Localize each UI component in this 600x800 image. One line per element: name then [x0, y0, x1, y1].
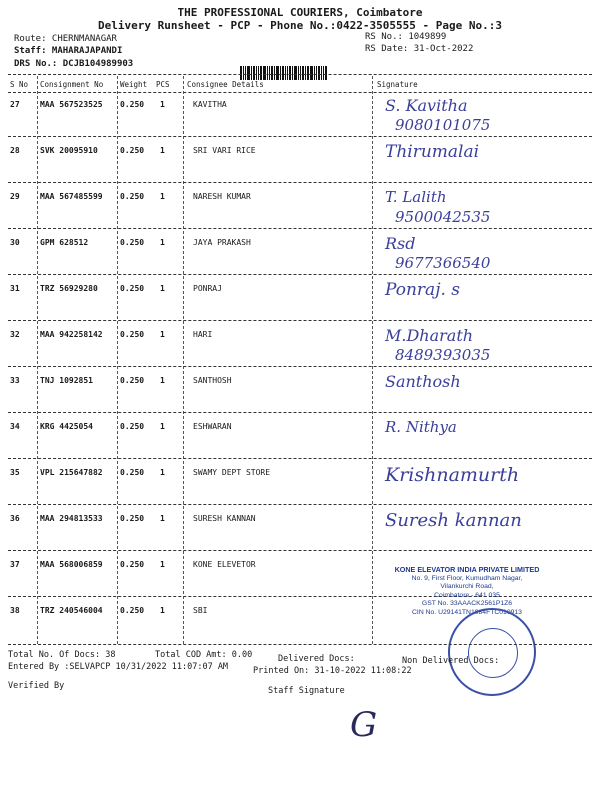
staff-label: Staff: MAHARAJAPANDI: [14, 46, 123, 56]
row-sno: 29: [10, 192, 20, 201]
row-consignment-no: MAA 568006859: [40, 560, 103, 569]
col-divider: [372, 76, 373, 644]
row-signature: Ponraj. s: [385, 280, 460, 300]
row-weight: 0.250: [120, 330, 145, 339]
row-sno: 27: [10, 100, 20, 109]
row-weight: 0.250: [120, 560, 145, 569]
row-signature-phone: 9500042535: [395, 208, 491, 226]
row-signature: S. Kavitha: [385, 96, 468, 115]
row-consignee-name: SWAMY DEPT STORE: [193, 468, 271, 477]
row-pcs: 1: [160, 146, 165, 155]
col-divider: [183, 76, 184, 644]
row-consignment-no: VPL 215647882: [40, 468, 103, 477]
row-sno: 36: [10, 514, 20, 523]
row-consignment-no: TRZ 240546004: [40, 606, 103, 615]
row-sno: 30: [10, 238, 20, 247]
row-signature-phone: 8489393035: [395, 346, 491, 364]
row-weight: 0.250: [120, 514, 145, 523]
row-sno: 32: [10, 330, 20, 339]
row-pcs: 1: [160, 284, 165, 293]
row-consignee-name: SRI VARI RICE: [193, 146, 256, 155]
row-pcs: 1: [160, 238, 165, 247]
row-consignee-name: ESHWARAN: [193, 422, 232, 431]
row-consignment-no: TRZ 56929280: [40, 284, 98, 293]
total-docs: Total No. Of Docs: 38: [8, 650, 116, 660]
row-consignee-name: KAVITHA: [193, 100, 227, 109]
rs-date: RS Date: 31-Oct-2022: [365, 44, 474, 54]
row-consignment-no: MAA 567485599: [40, 192, 103, 201]
row-pcs: 1: [160, 514, 165, 523]
row-pcs: 1: [160, 422, 165, 431]
row-signature-phone: 9677366540: [395, 254, 491, 272]
row-pcs: 1: [160, 606, 165, 615]
row-signature: M.Dharath: [385, 326, 474, 345]
col-divider: [117, 76, 118, 644]
row-signature: T. Lalith: [385, 188, 447, 206]
row-consignment-no: KRG 4425054: [40, 422, 93, 431]
staff-signature-mark: G: [350, 705, 378, 745]
row-signature: Suresh kannan: [385, 510, 522, 531]
row-weight: 0.250: [120, 100, 145, 109]
row-signature-phone: 9080101075: [395, 116, 491, 134]
row-pcs: 1: [160, 330, 165, 339]
row-pcs: 1: [160, 100, 165, 109]
stamp-cin: CIN No. U29141TN1984FTC010913: [412, 608, 522, 616]
col-header-signature: Signature: [377, 80, 418, 89]
row-weight: 0.250: [120, 422, 145, 431]
row-divider: [8, 182, 592, 183]
drs-label: DRS No.: DCJB104989903: [14, 59, 134, 69]
col-divider: [37, 76, 38, 644]
entered-by: Entered By :SELVAPCP 10/31/2022 11:07:07 AM: [8, 662, 229, 672]
company-title: THE PROFESSIONAL COURIERS, Coimbatore: [177, 6, 423, 19]
row-weight: 0.250: [120, 146, 145, 155]
row-sno: 38: [10, 606, 20, 615]
stamp-address-1: No. 9, First Floor, Kumudham Nagar,: [411, 574, 523, 582]
row-divider: [8, 136, 592, 137]
row-consignee-name: HARI: [193, 330, 213, 339]
col-header-pcs: PCS: [156, 80, 170, 89]
row-weight: 0.250: [120, 468, 145, 477]
row-sno: 37: [10, 560, 20, 569]
row-consignee-name: PONRAJ: [193, 284, 222, 293]
non-delivered-docs: Non Delivered Docs:: [402, 656, 500, 666]
row-sno: 34: [10, 422, 20, 431]
stamp-gst: GST No. 33AAACK2561P1Z6: [421, 600, 513, 607]
row-consignee-name: KONE ELEVETOR: [193, 560, 256, 569]
col-header-sno: S No: [10, 80, 29, 89]
rs-number: RS No.: 1049899: [365, 32, 447, 42]
row-pcs: 1: [160, 192, 165, 201]
round-seal: [448, 608, 536, 696]
verified-by: Verified By: [8, 681, 65, 691]
row-consignment-no: TNJ 1092851: [40, 376, 93, 385]
col-header-consignment: Consignment No: [40, 80, 104, 89]
stamp-address-2: Vilankurchi Road,: [440, 583, 494, 590]
printed-on: Printed On: 31-10-2022 11:08:22: [253, 666, 412, 676]
row-consignee-name: JAYA PRAKASH: [193, 238, 251, 247]
row-divider: [8, 412, 592, 413]
delivered-docs: Delivered Docs:: [278, 654, 355, 664]
row-sno: 33: [10, 376, 20, 385]
row-pcs: 1: [160, 468, 165, 477]
row-consignment-no: MAA 942258142: [40, 330, 103, 339]
row-sno: 28: [10, 146, 20, 155]
row-divider: [8, 366, 592, 367]
row-signature: Krishnamurth: [385, 464, 520, 486]
table-bottom-rule: [8, 644, 592, 645]
row-signature: Santhosh: [385, 372, 461, 391]
row-divider: [8, 320, 592, 321]
row-sno: 31: [10, 284, 20, 293]
row-consignee-name: SANTHOSH: [193, 376, 232, 385]
stamp-company-name: KONE ELEVATOR INDIA PRIVATE LIMITED: [394, 565, 540, 574]
header-bottom-rule: [8, 92, 592, 93]
row-consignee-name: NARESH KUMAR: [193, 192, 251, 201]
row-signature: Rsd: [385, 234, 416, 253]
row-consignment-no: GPM 628512: [40, 238, 89, 247]
staff-signature-label: Staff Signature: [268, 686, 345, 696]
col-header-consignee: Consignee Details: [187, 80, 264, 89]
row-divider: [8, 504, 592, 505]
row-divider: [8, 228, 592, 229]
stamp-address-3: Coimbatore - 641 035: [434, 591, 500, 599]
col-header-weight: Weight: [120, 80, 148, 89]
barcode: [240, 66, 340, 80]
row-sno: 35: [10, 468, 20, 477]
row-divider: [8, 550, 592, 551]
row-signature: R. Nithya: [385, 418, 457, 436]
route-label: Route: CHERNMANAGAR: [14, 34, 117, 44]
table-top-rule: [8, 74, 592, 75]
row-weight: 0.250: [120, 606, 145, 615]
row-consignment-no: MAA 294813533: [40, 514, 103, 523]
runsheet-subtitle: Delivery Runsheet - PCP - Phone No.:0422-3505555 - Page No.:3: [98, 19, 502, 32]
row-consignment-no: SVK 20095910: [40, 146, 98, 155]
row-divider: [8, 458, 592, 459]
row-divider: [8, 274, 592, 275]
row-weight: 0.250: [120, 376, 145, 385]
row-signature: Thirumalai: [385, 142, 480, 162]
row-pcs: 1: [160, 376, 165, 385]
row-consignee-name: SBI: [193, 606, 208, 615]
total-cod: Total COD Amt: 0.00: [155, 650, 253, 660]
row-weight: 0.250: [120, 192, 145, 201]
row-pcs: 1: [160, 560, 165, 569]
company-stamp: [392, 566, 542, 617]
row-weight: 0.250: [120, 238, 145, 247]
row-consignee-name: SURESH KANNAN: [193, 514, 256, 523]
row-weight: 0.250: [120, 284, 145, 293]
row-consignment-no: MAA 567523525: [40, 100, 103, 109]
